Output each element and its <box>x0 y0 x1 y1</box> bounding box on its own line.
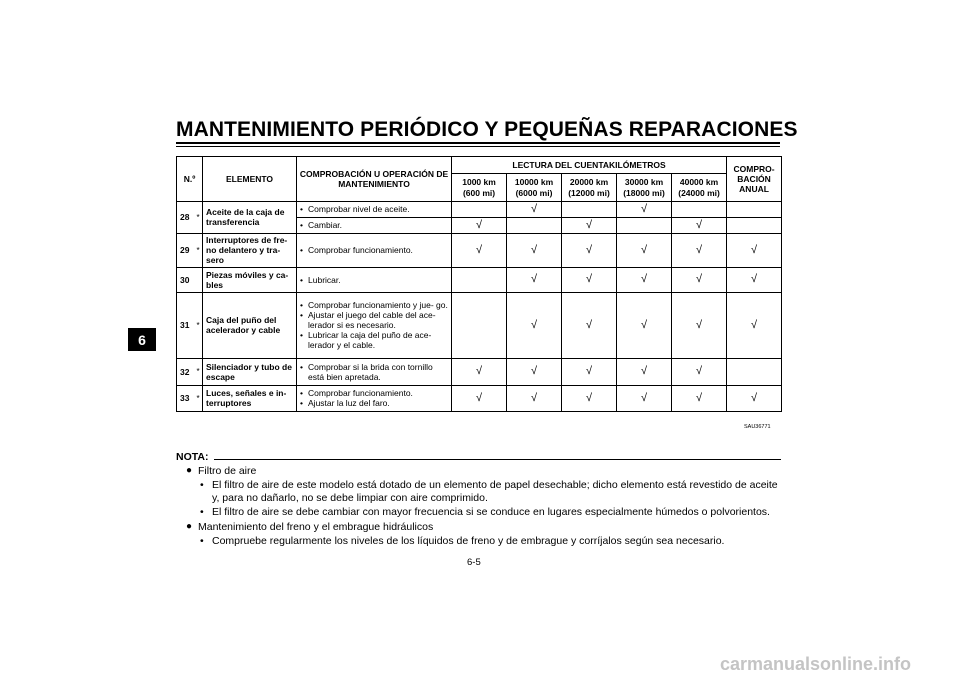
nota-rule <box>214 459 781 460</box>
table-row: 32 * Silenciador y tubo de escape • Comprobar si la brida con tornillo está bien apretada. √ √ √ √ √ <box>177 358 782 385</box>
list-item: • El filtro de aire se debe cambiar con mayor frecuencia si se conduce en lugares especialmente húmedos o polvorientos. <box>200 506 770 519</box>
chapter-tab[interactable]: 6 <box>128 328 156 351</box>
header-operation: COMPROBACIÓN U OPERACIÓN DE MANTENIMIENTO <box>297 157 452 202</box>
table-row: • Cambiar. √ √ √ <box>177 217 782 233</box>
header-interval: 1000 km (600 mi) <box>452 174 507 202</box>
header-element: ELEMENTO <box>203 157 297 202</box>
table-row: 30 Piezas móviles y ca- bles • Lubricar. √ √ √ √ √ <box>177 267 782 292</box>
reference-code: SAU36771 <box>744 424 771 430</box>
list-item: • El filtro de aire de este modelo está dotado de un elemento de papel desechable; dicho elemento está revestido de aceite y, para no dañarlo, no se debe limpiar con aire comprimido. <box>200 479 778 505</box>
notes-list <box>186 465 786 549</box>
page-title: MANTENIMIENTO PERIÓDICO Y PEQUEÑAS REPARACIONES <box>176 118 798 141</box>
title-rule <box>176 142 780 144</box>
bullet-icon: ● <box>186 520 193 532</box>
table-row: 28 * Aceite de la caja de transferencia • Comprobar nivel de aceite. √ √ <box>177 202 782 218</box>
bullet-icon: ● <box>186 465 193 476</box>
title-rule-thin <box>176 146 780 147</box>
list-item: • Compruebe regularmente los niveles de los líquidos de freno y de embrague y corríjalos según sea necesario. <box>200 534 725 547</box>
header-num: N.º <box>177 157 203 202</box>
table-row: 31 * Caja del puño del acelerador y cable • Comprobar funcionamiento y jue- go. • Ajustar el juego del cable del ace- lerador si es necesario. • Lubricar la caja del puño de ace- lerador y el cable. √ √ √ √ √ <box>177 292 782 358</box>
table-row: 29 * Interruptores de fre- no delantero y tra- sero • Comprobar funcionamiento. √ √ √ √ √ √ <box>177 233 782 267</box>
list-item: ● Mantenimiento del freno y el embrague hidráulicos <box>186 520 434 533</box>
watermark: carmanualsonline.info <box>720 654 912 674</box>
nota-label: NOTA: <box>176 451 209 463</box>
header-interval: 20000 km (12000 mi) <box>562 174 617 202</box>
list-item: ● Filtro de aire <box>186 465 257 477</box>
header-interval: 30000 km (18000 mi) <box>617 174 672 202</box>
table-row: 33 * Luces, señales e in- terruptores • Comprobar funcionamiento. • Ajustar la luz del faro. √ √ √ √ √ √ <box>177 385 782 411</box>
header-interval: 40000 km (24000 mi) <box>672 174 727 202</box>
page-number: 6-5 <box>467 557 481 568</box>
maintenance-table <box>176 156 782 412</box>
header-annual: COMPRO- BACIÓN ANUAL <box>727 157 782 202</box>
header-interval: 10000 km (6000 mi) <box>507 174 562 202</box>
header-odometer: LECTURA DEL CUENTAKILÓMETROS <box>452 157 727 174</box>
